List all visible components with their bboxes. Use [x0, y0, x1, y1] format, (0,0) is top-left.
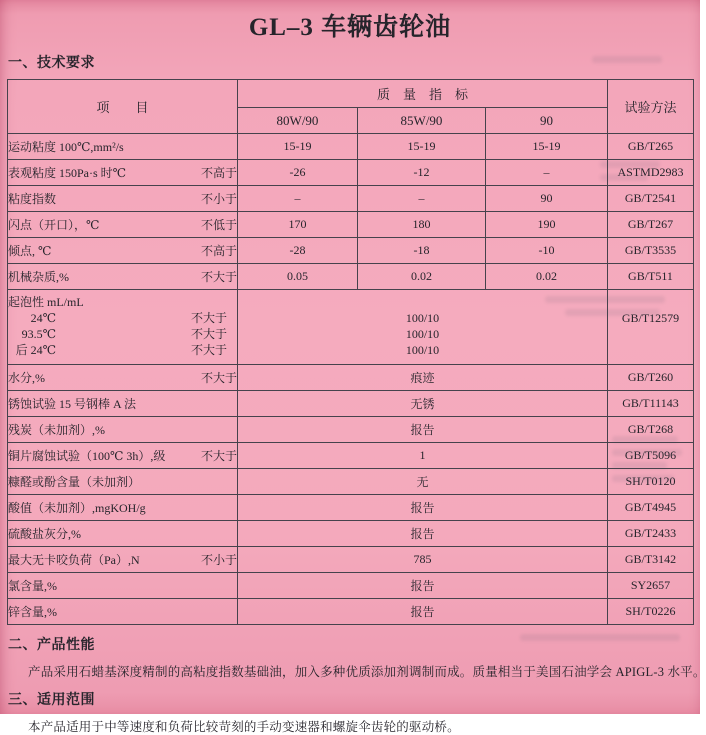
- sub-item-label: 24℃: [30, 311, 56, 325]
- item-cell: [8, 573, 238, 599]
- value-text: 100/10: [405, 311, 440, 325]
- table-row: [8, 573, 694, 599]
- method-cell: GB/T5096: [608, 443, 694, 469]
- spec-table: [7, 79, 694, 625]
- value-cell-merged: 无锈: [238, 391, 608, 417]
- table-row: [8, 264, 694, 290]
- qualifier-label: 不大于: [200, 371, 237, 385]
- item-cell: [8, 417, 238, 443]
- value-cell-merged: [238, 290, 608, 365]
- item-cell: [8, 521, 238, 547]
- item-name: 运动粘度 100℃,mm²/s: [8, 140, 124, 154]
- qualifier-label: 不大于: [200, 270, 237, 284]
- value-cell-merged: 1: [238, 443, 608, 469]
- item-cell: [8, 186, 238, 212]
- header-quality-index: 质 量 指 标: [238, 80, 608, 108]
- value-cell: -26: [238, 160, 358, 186]
- value-cell-merged: 报告: [238, 599, 608, 625]
- method-text: GB/T12579: [621, 311, 680, 325]
- item-cell: [8, 264, 238, 290]
- method-cell: GB/T2541: [608, 186, 694, 212]
- value-cell-merged: 报告: [238, 495, 608, 521]
- method-cell: [608, 290, 694, 365]
- item-name: 硫酸盐灰分,%: [8, 527, 81, 541]
- qualifier-label: 不小于: [200, 553, 237, 567]
- item-cell: [8, 238, 238, 264]
- value-cell: –: [238, 186, 358, 212]
- table-row: [8, 521, 694, 547]
- value-text: 100/10: [405, 327, 440, 341]
- item-cell: [8, 599, 238, 625]
- item-name: 表观粘度 150Pa·s 时℃: [8, 166, 127, 180]
- table-row: [8, 495, 694, 521]
- item-cell: [8, 469, 238, 495]
- value-cell-merged: 痕迹: [238, 365, 608, 391]
- qualifier-label: 不高于: [200, 244, 237, 258]
- item-name: 残炭（未加剂）,%: [8, 423, 105, 437]
- scope-text: 本产品适用于中等速度和负荷比较苛刻的手动变速器和螺旋伞齿轮的驱动桥。: [28, 720, 460, 734]
- method-cell: GB/T3535: [608, 238, 694, 264]
- header-item: 项 目: [8, 80, 238, 134]
- qualifier-label: 不低于: [200, 218, 237, 232]
- value-text: 100/10: [405, 343, 440, 357]
- table-row: [8, 469, 694, 495]
- method-cell: GB/T260: [608, 365, 694, 391]
- value-cell: 170: [238, 212, 358, 238]
- item-name: 糠醛或酚含量（未加剂）: [8, 475, 141, 489]
- value-cell: 15-19: [486, 134, 608, 160]
- value-cell: –: [358, 186, 486, 212]
- method-cell: GB/T268: [608, 417, 694, 443]
- value-cell: -12: [358, 160, 486, 186]
- item-cell: [8, 443, 238, 469]
- qualifier-label: 不大于: [190, 327, 227, 341]
- item-cell: [8, 547, 238, 573]
- method-cell: GB/T265: [608, 134, 694, 160]
- sub-item: [8, 342, 237, 358]
- value-cell: -10: [486, 238, 608, 264]
- method-cell: SY2657: [608, 573, 694, 599]
- value-cell: 15-19: [358, 134, 486, 160]
- method-cell: SH/T0226: [608, 599, 694, 625]
- item-cell: [8, 290, 238, 365]
- item-cell: [8, 495, 238, 521]
- value-cell: 0.05: [238, 264, 358, 290]
- document-title: GL–3 车辆齿轮油: [248, 14, 452, 41]
- sub-item-label: 93.5℃: [21, 327, 56, 341]
- table-row: [8, 238, 694, 264]
- value-cell: –: [486, 160, 608, 186]
- header-test-method: 试验方法: [608, 80, 694, 134]
- table-row: [8, 443, 694, 469]
- item-name: 起泡性 mL/mL: [8, 295, 84, 309]
- header-grade-85w90: 85W/90: [358, 108, 486, 134]
- table-row: [8, 134, 694, 160]
- item-name: 水分,%: [8, 371, 45, 385]
- sub-item-label: 后 24℃: [15, 343, 56, 357]
- item-cell: [8, 212, 238, 238]
- item-name: 锈蚀试验 15 号钢棒 A 法: [8, 397, 137, 411]
- item-name: 闪点（开口），℃: [8, 218, 100, 232]
- method-cell: GB/T511: [608, 264, 694, 290]
- qualifier-label: 不大于: [190, 311, 227, 325]
- item-cell: [8, 391, 238, 417]
- value-cell-merged: 报告: [238, 521, 608, 547]
- table-row: [8, 290, 694, 365]
- performance-text: 产品采用石蜡基深度精制的高粘度指数基础油，加入多种优质添加剂调制而成。质量相当于美国石油学会 APIGL-3 水平。: [28, 665, 706, 679]
- item-name: 机械杂质,%: [8, 270, 69, 284]
- qualifier-label: 不小于: [200, 192, 237, 206]
- value-cell: -28: [238, 238, 358, 264]
- item-name: 酸值（未加剂）,mgKOH/g: [8, 501, 146, 515]
- value-cell: 190: [486, 212, 608, 238]
- value-cell: 180: [358, 212, 486, 238]
- qualifier-label: 不高于: [200, 166, 237, 180]
- value-cell: 0.02: [358, 264, 486, 290]
- value-cell-merged: 报告: [238, 417, 608, 443]
- item-name: 粘度指数: [8, 192, 57, 206]
- table-row: [8, 417, 694, 443]
- table-row: [8, 365, 694, 391]
- item-name: 氯含量,%: [8, 579, 57, 593]
- item-name: 倾点, ℃: [8, 244, 52, 258]
- section-heading-scope: 三、适用范围: [8, 693, 95, 708]
- table-row: [8, 186, 694, 212]
- method-cell: GB/T11143: [608, 391, 694, 417]
- method-cell: GB/T267: [608, 212, 694, 238]
- method-cell: GB/T4945: [608, 495, 694, 521]
- section-heading-tech-requirements: 一、技术要求: [8, 56, 95, 71]
- table-row: [8, 599, 694, 625]
- value-cell: 15-19: [238, 134, 358, 160]
- item-cell: [8, 365, 238, 391]
- method-cell: GB/T2433: [608, 521, 694, 547]
- item-name: 最大无卡咬负荷（Pa）,N: [8, 553, 140, 567]
- method-cell: ASTMD2983: [608, 160, 694, 186]
- qualifier-label: 不大于: [200, 449, 237, 463]
- header-grade-90: 90: [486, 108, 608, 134]
- table-row: [8, 160, 694, 186]
- section-heading-performance: 二、产品性能: [8, 638, 95, 653]
- sub-item: [8, 310, 237, 326]
- header-grade-80w90: 80W/90: [238, 108, 358, 134]
- item-name: 铜片腐蚀试验（100℃ 3h）,级: [8, 449, 166, 463]
- method-cell: SH/T0120: [608, 469, 694, 495]
- value-cell-merged: 785: [238, 547, 608, 573]
- value-cell-merged: 无: [238, 469, 608, 495]
- table-header-row-1: [8, 80, 694, 108]
- table-row: [8, 212, 694, 238]
- method-cell: GB/T3142: [608, 547, 694, 573]
- value-cell: 90: [486, 186, 608, 212]
- table-row: [8, 547, 694, 573]
- sub-item: [8, 326, 237, 342]
- value-cell-merged: 报告: [238, 573, 608, 599]
- value-cell: 0.02: [486, 264, 608, 290]
- item-cell: [8, 134, 238, 160]
- qualifier-label: 不大于: [190, 343, 227, 357]
- item-name: 锌含量,%: [8, 605, 57, 619]
- value-cell: -18: [358, 238, 486, 264]
- item-cell: [8, 160, 238, 186]
- table-row: [8, 391, 694, 417]
